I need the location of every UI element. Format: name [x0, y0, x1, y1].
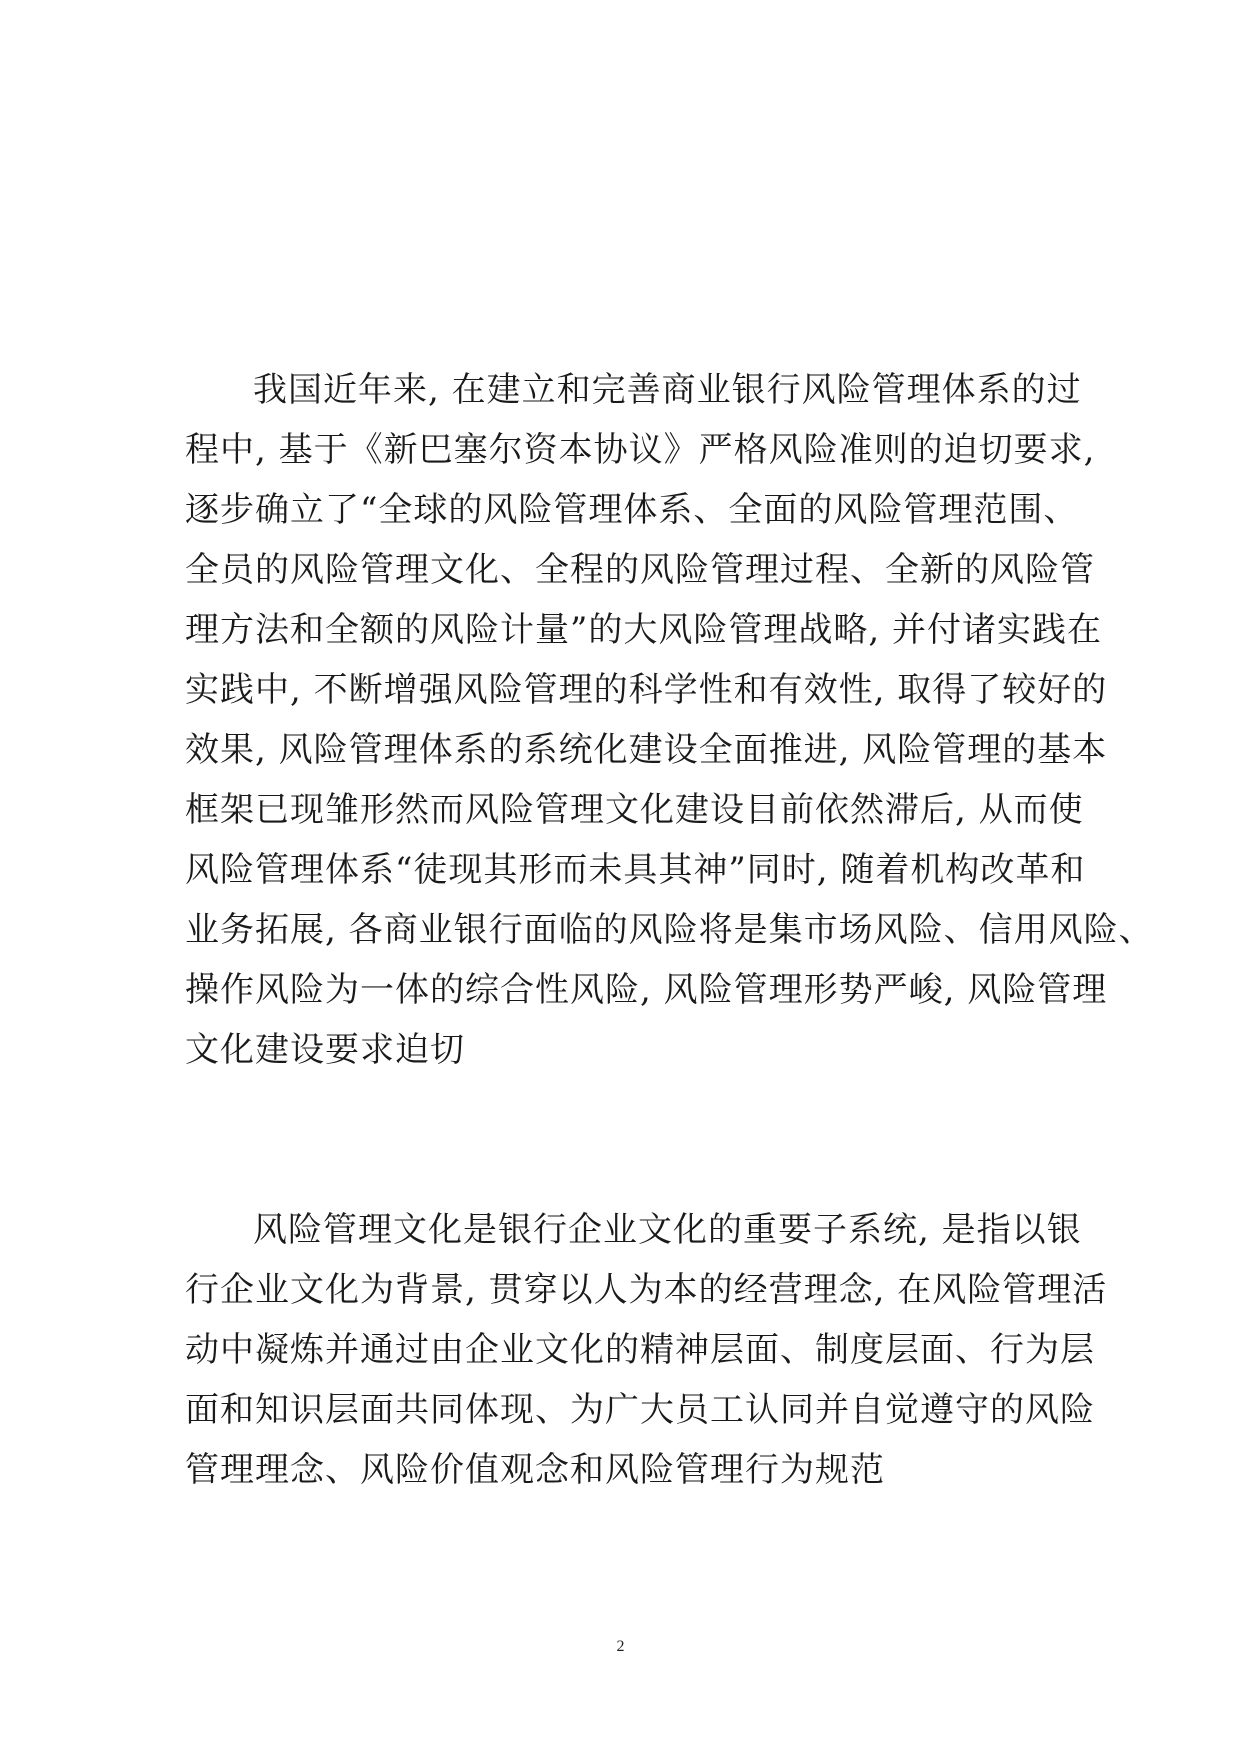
paragraph-1	[185, 360, 1154, 1080]
paragraph-line: 操作风险为一体的综合性风险, 风险管理形势严峻, 风险管理	[185, 970, 1108, 1010]
paragraph-line: 文化建设要求迫切	[185, 1030, 465, 1070]
paragraph-line: 程中, 基于《新巴塞尔资本协议》严格风险准则的迫切要求,	[185, 430, 1096, 470]
paragraph-line: 行企业文化为背景, 贯穿以人为本的经营理念, 在风险管理活	[185, 1270, 1108, 1310]
paragraph-line: 全员的风险管理文化、全程的风险管理过程、全新的风险管	[185, 550, 1095, 590]
paragraph-line: 管理理念、风险价值观念和风险管理行为规范	[185, 1450, 885, 1490]
paragraph-line: 风险管理文化是银行企业文化的重要子系统, 是指以银	[253, 1210, 1082, 1250]
paragraph-line: 风险管理体系“徒现其形而未具其神”同时, 随着机构改革和	[185, 850, 1086, 890]
paragraph-line: 面和知识层面共同体现、为广大员工认同并自觉遵守的风险	[185, 1390, 1095, 1430]
paragraph-line: 动中凝炼并通过由企业文化的精神层面、制度层面、行为层	[185, 1330, 1095, 1370]
paragraph-line: 逐步确立了“全球的风险管理体系、全面的风险管理范围、	[185, 490, 1079, 530]
paragraph-line: 理方法和全额的风险计量”的大风险管理战略, 并付诸实践在	[185, 610, 1102, 650]
paragraph-line: 效果, 风险管理体系的系统化建设全面推进, 风险管理的基本	[185, 730, 1108, 770]
page-number: 2	[616, 1638, 625, 1655]
paragraph-line: 业务拓展, 各商业银行面临的风险将是集市场风险、信用风险、	[185, 910, 1154, 950]
paragraph-line: 实践中, 不断增强风险管理的科学性和有效性, 取得了较好的	[185, 670, 1108, 710]
paragraph-line: 框架已现雏形然而风险管理文化建设目前依然滞后, 从而使	[185, 790, 1084, 830]
paragraph-line: 我国近年来, 在建立和完善商业银行风险管理体系的过	[253, 370, 1082, 410]
paragraph-2	[185, 1200, 1108, 1500]
